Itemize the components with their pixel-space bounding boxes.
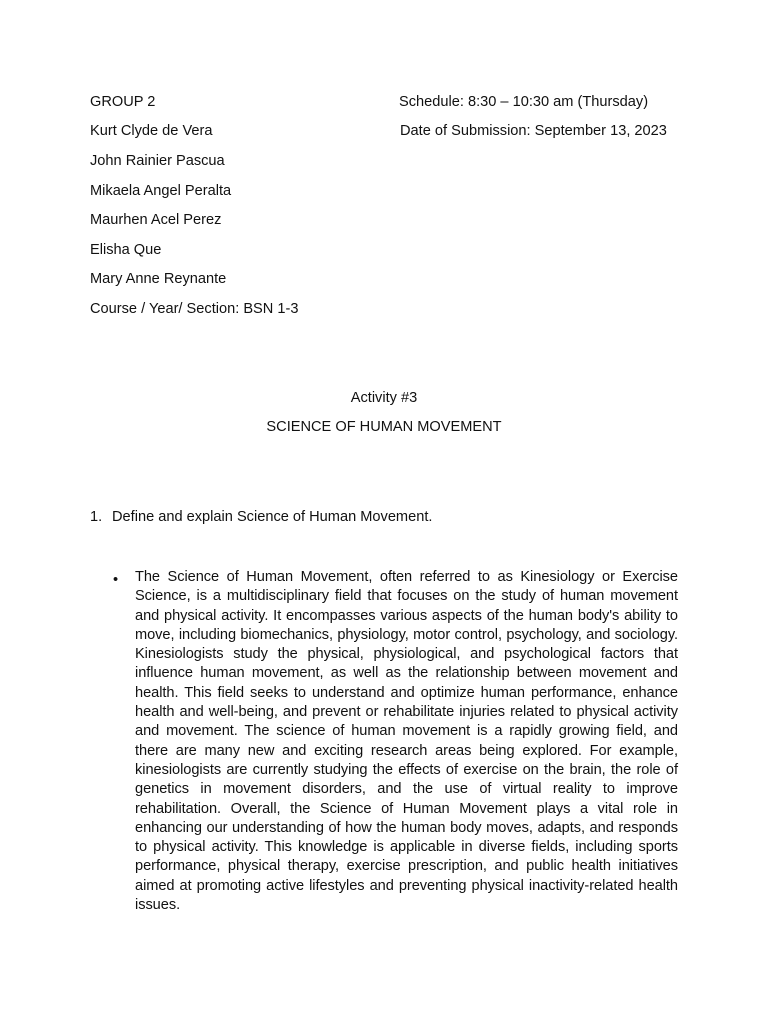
- answer-paragraph: The Science of Human Movement, often referred to as Kinesiology or Exercise Science, is a multidisciplinary field that focuses on the study of human movement and physical activity. It encompasses various aspects of the human body's ability to move, including biomechanics, physiology, motor control, psychology, and sociology. Kinesiologists study the physical, physiological, and psychological factors that influence human movement, as well as the relationship between movement and health. This field seeks to understand and optimize human performance, enhance health and well-being, and prevent or rehabilitate injuries related to physical activity and movement. The science of human movement is a rapidly growing field, and there are many new and exciting research areas being explored. For example, kinesiologists are currently studying the effects of exercise on the brain, the role of genetics in movement disorders, and the use of virtual reality to improve rehabilitation. Overall, the Science of Human Movement plays a vital role in enhancing our understanding of how the human body moves, adapts, and responds to physical activity. This knowledge is applicable in diverse fields, including sports performance, physical therapy, exercise prescription, and public health initiatives aimed at promoting active lifestyles and preventing physical inactivity-related health issues.: [135, 569, 678, 914]
- member-name: Kurt Clyde de Vera: [90, 123, 213, 139]
- member-name: Mary Anne Reynante: [90, 271, 227, 287]
- group-label: GROUP 2: [90, 94, 156, 110]
- schedule: Schedule: 8:30 – 10:30 am (Thursday): [399, 94, 649, 110]
- question-text: Define and explain Science of Human Movement.: [112, 509, 433, 525]
- member-name: John Rainier Pascua: [90, 153, 225, 169]
- page-title: SCIENCE OF HUMAN MOVEMENT: [266, 419, 502, 435]
- bullet-marker: •: [113, 572, 119, 588]
- course-section: Course / Year/ Section: BSN 1-3: [90, 301, 299, 317]
- question-number: 1.: [90, 509, 103, 525]
- member-name: Elisha Que: [90, 242, 162, 258]
- question-item: [90, 508, 432, 526]
- submission-date: Date of Submission: September 13, 2023: [400, 123, 667, 139]
- activity-number: Activity #3: [350, 390, 418, 406]
- member-name: Mikaela Angel Peralta: [90, 183, 232, 199]
- member-name: Maurhen Acel Perez: [90, 212, 222, 228]
